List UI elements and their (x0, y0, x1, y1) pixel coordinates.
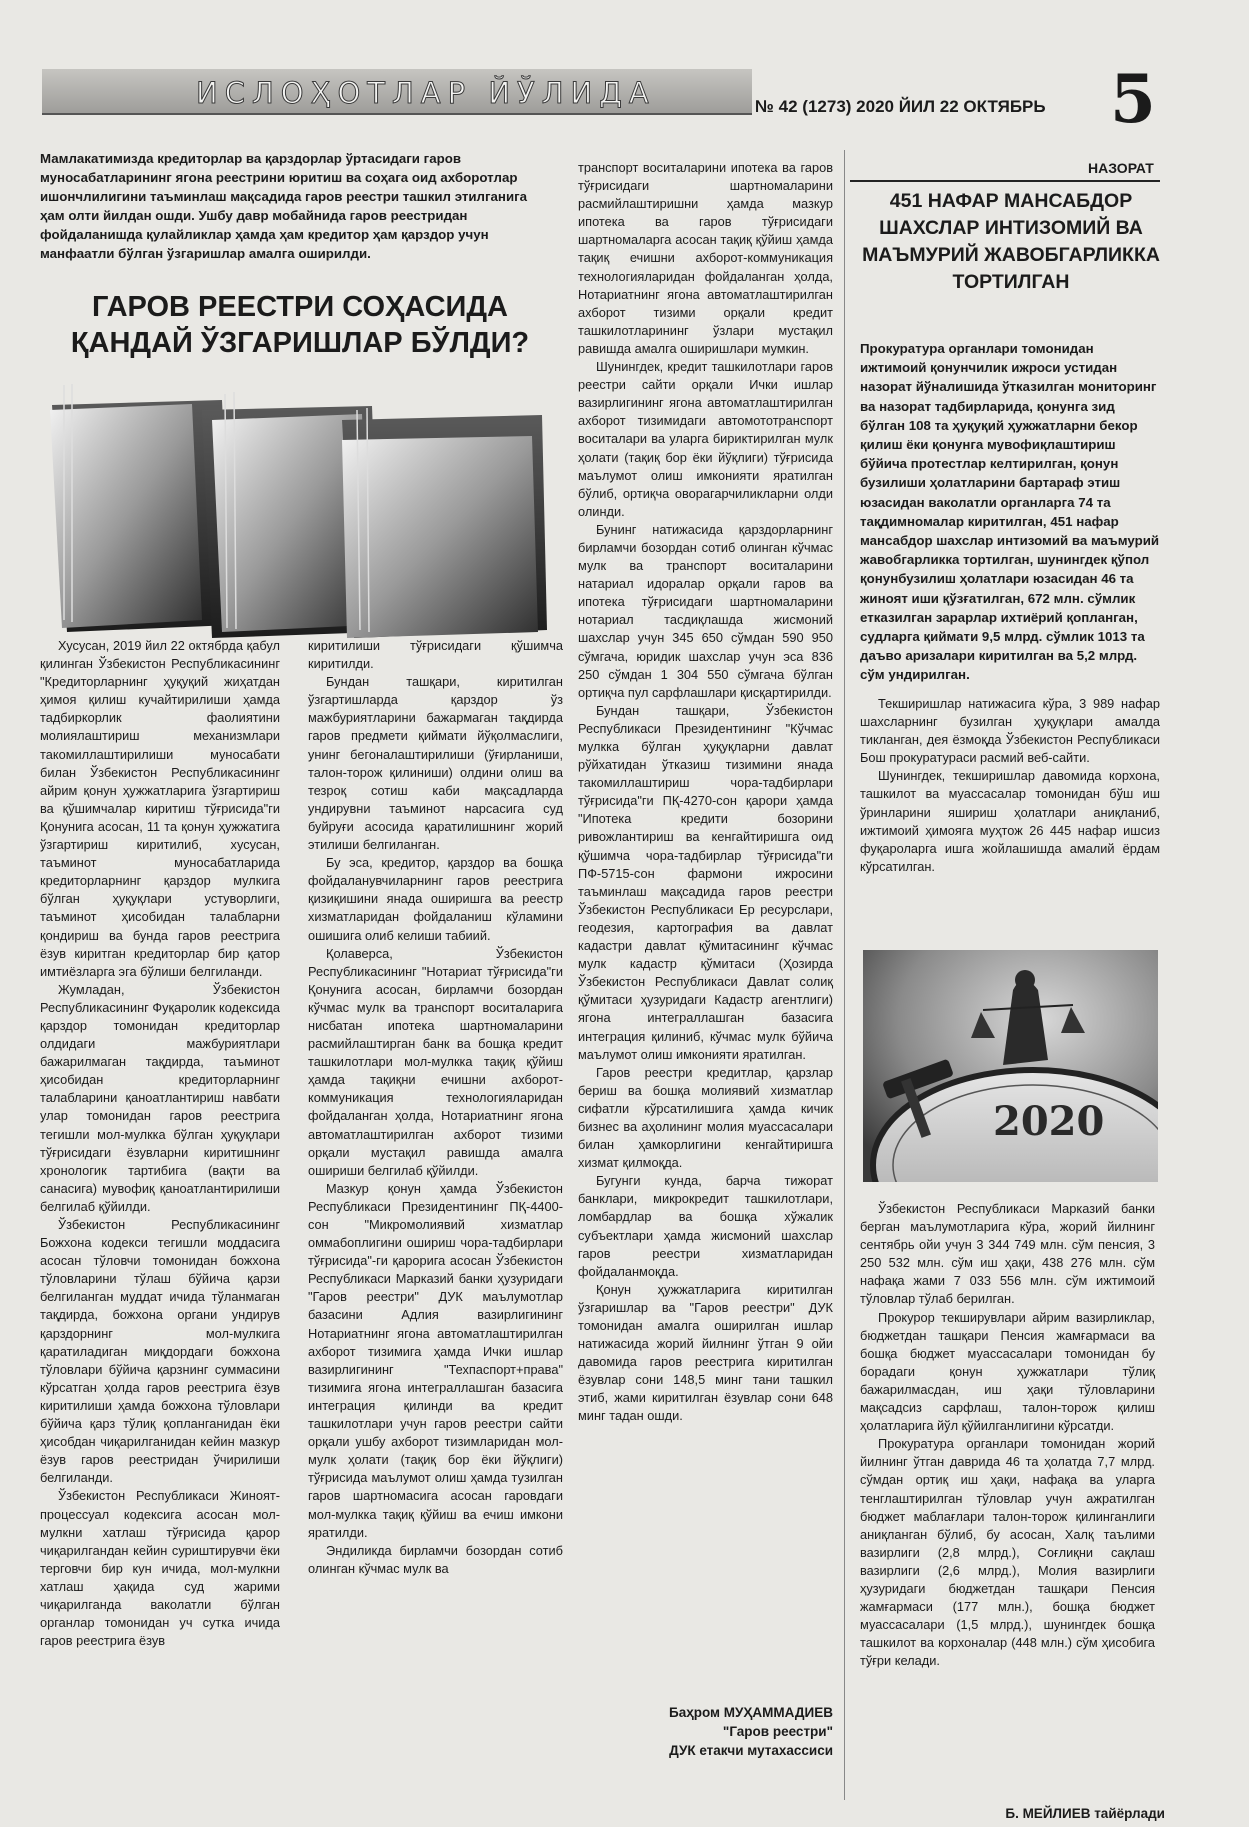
article-column-2 (308, 637, 563, 1578)
paragraph: Бундан ташқари, киритилган ўзгартишларда қарздор ўз мажбуриятларини бажармаган тақдирда гаров предмети қиймати йўқолмаслиги, унинг бегоналаштирилиши (ўғирланиши, талон-торож қилиниши) олдини олиш ва тезроқ сотиш каби мақсадларда ундирувни таъминот нарсасига суд буйруғи асосида қаратилишнинг жорий этилиши белгиланган. (308, 674, 563, 853)
paragraph: Прокурор текширувлари айрим вазирликлар, бюджетдан ташқари Пенсия жамғармаси ва бошқа бюджет муассасалари томонидан бу борадаги қонун ҳужжатлари тўлиқ бажарилмасдан, иш ҳақи тўловларини мақсадсиз сарфлаш, талон-торож қилиш ҳолатларига йўл қўйилганлигини кўрсатди. (860, 1309, 1155, 1434)
article2-body-continued (860, 1200, 1155, 1670)
paragraph: Қолаверса, Ўзбекистон Республикасининг "Нотариат тўғрисида"ги Қонунига асосан, бирламчи бозордан кўчмас мулк ва транспорт воситаларига нисбатан ипотека шартномаларини расмийлаштирган банк ва бошқа кредит ташкилотлари мол-мулкка тақиқ қўйиш ҳамда тақиқни ечишни ахборот-коммуникация технологияларидан фойдаланган ҳолда, Нотариатнинг ягона автоматлаштирилган ахборот тизими орқали мустақил равишда амалга ошириши белгилаб қўйилди. (308, 945, 563, 1178)
rubric-rule (850, 180, 1160, 182)
justice-clock-photo (863, 950, 1158, 1182)
paragraph: Текширишлар натижасига кўра, 3 989 нафар шахсларнинг бузилган ҳуқуқлари амалда тикланган, дея ёзмоқда Ўзбекистон Республикаси Бош прокуратураси расмий веб-сайти. (860, 696, 1160, 766)
paragraph: киритилиши тўғрисидаги қўшимча киритилди. (308, 638, 563, 672)
article2-lead: Прокуратура органлари томонидан ижтимоий қонунчилик ижроси устидан назорат йўналишида ўтказилган мониторинг ва назорат тадбирларида, қонунга зид бўлган 108 та ҳуқуқий ҳужжатларни бекор қилиш ёки қонунга мувофиқлаштириш бўйича протестлар келтирилган, қонун бузилиши ҳолатларини бартараф этиш юзасидан ваколатли органларга 74 та тақдимномалар киритилган, 451 нафар мансабдор шахслар интизомий ва маъмурий жавобгарликка тортилган, шунингдек қўпол қонунбузилиш ҳолатлари юзасидан 46 та жиноят иши қўзғатилган, 672 млн. сўмлик етказилган зарарлар ихтиёрий қопланган, судларга қиймати 9,5 млрд. сўмлик 1013 та даъво аризалари киритилган ва 5,2 млрд. сўм ундирилган. (860, 341, 1160, 683)
issue-line: № 42 (1273) 2020 ЙИЛ 22 ОКТЯБРЬ (755, 97, 1046, 116)
paragraph: Бундан ташқари, Ўзбекистон Республикаси Президентининг "Кўчмас мулкка бўлган ҳуқуқларни давлат рўйхатидан ўтказиш тизимини янада такомиллаштириш чора-тадбирлари тўғрисида"ги ПҚ-4270-сон қарори ҳамда "Ипотека кредити бозорини ривожлантириш ва кенгайтиришга оид қўшимча чора-тадбирлар тўғрисида"ги ПФ-5715-сон фармони ижросини таъминлаш мақсадида гаров реестри Ўзбекистон Республикаси Ер ресурслари, геодезия, картография ва давлат кадастри давлат қўмитасининг кўчмас мулк кадастр қўмитаси (Ҳозирда Ўзбекистон Республикаси Давлат солиқ қўмитаси ҳузуридаги Кадастр агентлиги) ягона интеграллашган базасига интеграция қилиниб, кўчмас мулк бўйича маълумот олиш имконияти яратилган. (578, 702, 833, 1062)
section-rubric: ИСЛОҲОТЛАР ЙЎЛИДА (196, 76, 656, 110)
column-divider (844, 150, 845, 1800)
article2-signature: Б. МЕЙЛИЕВ тайёрлади (1005, 1806, 1165, 1821)
paragraph: Гаров реестри кредитлар, қарзлар бериш ва бошқа молиявий хизматлар сифатли кўрсатилишига ҳамда кичик бизнес ва аҳолининг молия муассасалари билан ҳамкорлигини кенгайтиришга хизмат қилмоқда. (578, 1064, 833, 1171)
year-label: 2020 (993, 1098, 1105, 1145)
paragraph: Ўзбекистон Республикасининг Божхона кодекси тегишли моддасига асосан тўловчи томонидан божхона тўловларини тўлаш бўйича қарзи белгиланган муддат ичида тўланмаган тақдирда, божхона органи ундирув қарздорнинг мол-мулкига қаратиладиган миқдордаги божхона тўловлари бўйича қарзнинг суммасини кўрсатган ҳолда гаров реестрига ёзув киритилиши ҳамда божхона тўловлари бўйича қарз тўлиқ қопланганидан ёки ҳисобдан чиқарилганидан кейин мазкур ёзув гаров реестридан ўчирилиши белгиланди. (40, 1217, 280, 1486)
article2-body (860, 695, 1160, 876)
author-name: Баҳром МУҲАММАДИЕВ (669, 1705, 833, 1720)
paragraph: Жумладан, Ўзбекистон Республикасининг Фуқаролик кодексида қарздор томонидан кредиторлар олдидаги мажбуриятлари бажарилмаган тақдирда, таъминот ҳисобидан кредиторларнинг талабларини қаноатлантириш навбати улар томонидан гаров реестрига тегишли мол-мулкка бўлган ҳуқуқлари тўғрисидаги ёзувларни киритишнинг хронологик тартибига (вақти ва санасига) мувофиқ қаноатлантирилиши белгилаб қўйилди. (40, 981, 280, 1214)
headline-line-1: ГАРОВ РЕЕСТРИ СОҲАСИДА (91, 291, 508, 323)
paragraph: Шунингдек, текширишлар давомида корхона, ташкилот ва муассасалар томонидан бўш иш ўринларини яшириш ҳолатлари аниқланиб, ижтимоий ҳимояга муҳтож 26 445 нафар ишсиз фуқароларга ишга жойлашишда амалий ёрдам кўрсатилган. (860, 768, 1160, 874)
paragraph: Хусусан, 2019 йил 22 октябрда қабул қилинган Ўзбекистон Республикасининг "Кредиторларнинг ҳуқуқий жиҳатдан ҳимоя қилиш кучайтирилиши ҳамда тадбиркорлик фаолиятини молиялаштириш механизмлари такомиллаштирилиши муносабати билан Ўзбекистон Республикасининг айрим қонун ҳужжатларига ўзгартириш ва қўшимчалар киритиш тўғрисида"ги Қонунига асосан, 11 та қонун ҳужжатига ўзгартириш киритилиб, хусусан, таъминот муносабатларида кредиторларнинг қарздор мулкига бўлган ҳуқуқлари устуворлиги, таъминот ҳисобидан талабларни қондириш ва бунда гаров реестрига ёзув киритган кредиторлар бир қатор имтиёзларга эга бўлиши белгиланди. (40, 638, 280, 979)
paragraph: Прокуратура органлари томонидан жорий йилнинг ўтган даврида 46 та ҳолатда 7,7 млрд. сўмдан ортиқ иш ҳақи, нафақа ва уларга тенглаштирилган тўловлар учун ажратилган бюджет маблағлари талон-торож қилинганлиги аниқланган бўлиб, бу асосан, Халқ таълими вазирлиги (2,8 млрд.), Соғлиқни сақлаш вазирлиги (2,6 млрд.), Молия вазирлиги ҳузуридаги бюджетдан ташқари Пенсия жамғармаси (177 млн.), бошқа бюджет муассасалари (1,5 млрд.), шунингдек бошқа ташкилот ва корхоналар (448 млн.) сўм ҳисобига тўғри келади. (860, 1436, 1155, 1669)
article2-rubric: НАЗОРАТ (1088, 160, 1154, 176)
article2-headline: 451 НАФАР МАНСАБДОР ШАХСЛАР ИНТИЗОМИЙ ВА МАЪМУРИЙ ЖАВОБГАРЛИККА ТОРТИЛГАН (862, 190, 1160, 293)
article-column-3 (578, 159, 833, 1426)
paragraph: Бунинг натижасида қарздорларнинг бирламчи бозордан сотиб олинган кўчмас мулк ва транспорт воситаларини натариал идоралар орқали гаров ва ипотека тўғрисидаги шартномаларини нотариал тасдиқлашда жисмоний шахслар учун 345 650 сўмдан 590 950 сўмгача, юридик шахслар учун эса 836 250 сўмдан 1 304 550 сўмгача бўлган ортиқча пул сарфлашлари қисқартирилди. (578, 521, 833, 700)
paragraph: Ўзбекистон Республикаси Марказий банки берган маълумотларига кўра, жорий йилнинг сентябрь ойи учун 3 344 749 млн. сўм пенсия, 3 250 532 млн. сўм иш ҳақи, 438 276 млн. сўм нафақа жами 7 033 556 млн. сўм ижтимоий тўловлар тўлаб берилган. (860, 1201, 1155, 1307)
page-number: 5 (1110, 60, 1156, 138)
paragraph: Шунингдек, кредит ташкилотлари гаров реестри сайти орқали Ички ишлар вазирлигининг ягона автоматлаштирилган ахборот тизимидаги автомототранспорт воситалари ва уларга бириктирилган мулк ҳолати (тақиқ бор ёки йўқлиги) тўғрисида маълумот олиш имконияти яратилган бўлиб, ортиқча оворагарчиликларни олди олинди. (578, 359, 833, 519)
paragraph: Бугунги кунда, барча тижорат банклари, микрокредит ташкилотлари, ломбардлар ва бошқа хўжалик субъектлари ҳамда жисмоний шахслар гаров реестри хизматларидан фойдаланмоқда. (578, 1173, 833, 1279)
paragraph: транспорт воситаларини ипотека ва гаров тўғрисидаги шартномаларини расмийлаштиришни ҳамда мазкур ипотека ва гаров тўғрисидаги шартномаларга асосан тақиқ қўйиш ҳамда тақиқ ечишни ахборот-коммуникация технологияларидан фойдаланган ҳолда, Нотариатнинг ягона автоматлаштирилган ахборот тизими орқали кредит ташкилотларининг ўзлари мустақил равишда амалга оширишлари мумкин. (578, 160, 833, 356)
folders-illustration (42, 370, 556, 642)
headline-line-2: ҚАНДАЙ ЎЗГАРИШЛАР БЎЛДИ? (70, 327, 530, 359)
paragraph: Эндиликда бирламчи бозордан сотиб олинган кўчмас мулк ва (308, 1542, 563, 1576)
article-signature (578, 1703, 833, 1760)
article-lead: Мамлакатимизда кредиторлар ва қарздорлар ўртасидаги гаров муносабатларининг ягона реестрини юритиш ва соҳага оид ахборотлар ишончлилигини таъминлаш мақсадида гаров реестри ташкил этилганига ҳам олти йилдан ошди. Ушбу давр мобайнида гаров реестридан фойдаланишда қулайликлар ҳамда ҳам кредитор ҳам қарздор учун манфаатли бўлган ўзгаришлар амалга оширилди. (40, 151, 528, 261)
paragraph: Қонун ҳужжатларига киритилган ўзгаришлар ва "Гаров реестри" ДУК томонидан амалга оширилган ишлар натижасида жорий йилнинг ўтган 9 ойи давомида гаров реестрига киритилган ёзувлар сони 148,5 минг тани ташкил этиб, жами киритилган ёзувлар сони 648 минг тадан ошди. (578, 1281, 833, 1424)
author-role: ДУК етакчи мутахассиси (669, 1743, 833, 1758)
article-headline (40, 289, 560, 361)
article-column-1 (40, 637, 280, 1650)
paragraph: Бу эса, кредитор, қарздор ва бошқа фойдаланувчиларнинг гаров реестрига қизиқишини янада оширишга ва реестр хизматларидан фойдаланиш кўламини ошишига олиб келиши табиий. (308, 855, 563, 943)
author-org: "Гаров реестри" (722, 1724, 833, 1739)
paragraph: Мазкур қонун ҳамда Ўзбекистон Республикаси Президентининг ПҚ-4400-сон "Микромолиявий хизматлар оммабоплигини ошириш чора-тадбирлари тўғрисида"-ги қарорига асосан Ўзбекистон Республикаси Марказий банки ҳузуридаги "Гаров реестри" ДУК маълумотлар базасини Адлия вазирлигининг Нотариатнинг ягона автоматлаштирилган ахборот тизимига ҳамда Ички ишлар вазирлигининг "Техпаспорт+права" тизимига ягона интеграллашган базасига интеграция қилинди ва кредит ташкилотлари учун гаров реестри сайти орқали ушбу ахборот тизимларидан мол-мулк ҳолати (тақиқ бор ёки йўқлиги) тўғрисида маълумот олиш ҳамда тузилган гаров шартномасига асосан гаровдаги мол-мулкка тақиқ қўйиш ва ечиш имкони яратилди. (308, 1180, 563, 1540)
paragraph: Ўзбекистон Республикаси Жиноят-процессуал кодексига асосан мол-мулкни хатлаш тўғрисида қарор чиқарилгандан кейин суриштирувчи ёки терговчи бир кун ичида, мол-мулкни хатлаш ҳақида суд жарими чиқарилганда ваколатли бўлган органлар томонидан уч сутка ичида гаров реестрига ёзув (40, 1488, 280, 1649)
